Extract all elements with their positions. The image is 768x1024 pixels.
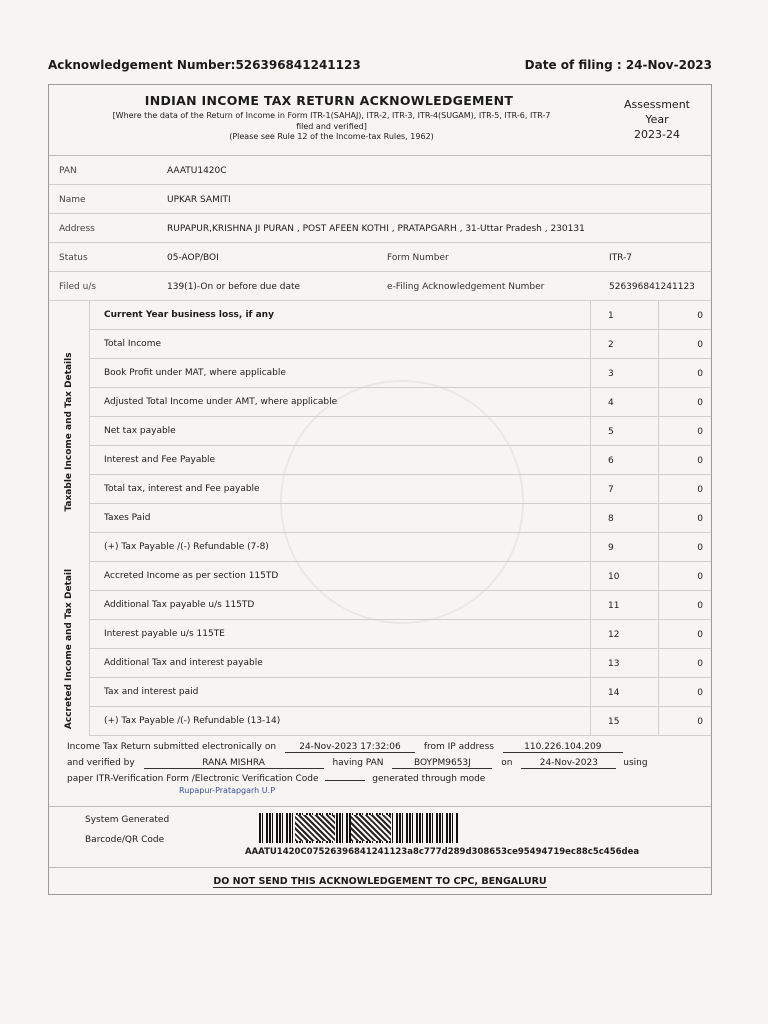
row-number: 6 <box>608 456 614 466</box>
row-description: Net tax payable <box>104 426 176 436</box>
row-value: 0 <box>697 601 703 611</box>
row-description: (+) Tax Payable /(-) Refundable (7-8) <box>104 542 269 552</box>
row-description: (+) Tax Payable /(-) Refundable (13-14) <box>104 716 281 726</box>
row-description: Adjusted Total Income under AMT, where applicable <box>104 397 338 407</box>
table-row <box>90 562 711 591</box>
submission-datetime: 24-Nov-2023 17:32:06 <box>285 742 415 753</box>
subtitle-line-2: filed and verified] <box>296 121 367 131</box>
form-number-label: Form Number <box>387 253 449 263</box>
signature-stamp <box>179 786 275 795</box>
status-label: Status <box>59 253 88 263</box>
column-divider <box>590 330 591 358</box>
table-row <box>90 388 711 417</box>
pan-row <box>49 156 711 185</box>
acknowledgement-frame <box>48 84 712 895</box>
efiling-label: e-Filing Acknowledgement Number <box>387 282 545 292</box>
column-divider <box>658 301 659 329</box>
table-row <box>90 504 711 533</box>
verification-line-3 <box>67 774 485 784</box>
column-divider <box>658 359 659 387</box>
column-divider <box>590 417 591 445</box>
accreted-income-rows <box>90 562 711 736</box>
row-value: 0 <box>697 717 703 727</box>
column-divider <box>658 475 659 503</box>
row-number: 7 <box>608 485 614 495</box>
subtitle-line-3: (Please see Rule 12 of the Income-tax Rules, 1962) <box>229 132 434 141</box>
row-description: Total tax, interest and Fee payable <box>104 484 260 494</box>
table-row <box>90 591 711 620</box>
row-description: Tax and interest paid <box>104 687 199 697</box>
row-value: 0 <box>697 398 703 408</box>
row-value: 0 <box>697 369 703 379</box>
acknowledgement-number: Acknowledgement Number:526396841241123 <box>48 58 361 72</box>
row-description: Current Year business loss, if any <box>104 310 274 320</box>
table-row <box>90 533 711 562</box>
table-row <box>90 359 711 388</box>
name-row <box>49 185 711 214</box>
row-number: 2 <box>608 340 614 350</box>
column-divider <box>658 330 659 358</box>
address-label: Address <box>59 224 95 234</box>
column-divider <box>590 562 591 590</box>
taxable-income-section <box>49 301 711 562</box>
column-divider <box>590 620 591 648</box>
form-number-value: ITR-7 <box>609 253 633 263</box>
row-description: Additional Tax payable u/s 115TD <box>104 600 255 610</box>
column-divider <box>590 475 591 503</box>
column-divider <box>658 562 659 590</box>
table-row <box>90 620 711 649</box>
assessment-year-label: Assessment Year <box>624 98 690 126</box>
row-description: Additional Tax and interest payable <box>104 658 263 668</box>
table-row <box>90 678 711 707</box>
row-value: 0 <box>697 659 703 669</box>
row-number: 4 <box>608 398 614 408</box>
column-divider <box>658 620 659 648</box>
column-divider <box>590 504 591 532</box>
row-number: 13 <box>608 659 620 669</box>
table-row <box>90 301 711 330</box>
row-value: 0 <box>697 688 703 698</box>
assessment-year-value: 2023-24 <box>634 128 680 141</box>
section-1-label-cell <box>49 301 90 562</box>
row-description: Total Income <box>104 339 161 349</box>
row-number: 9 <box>608 543 614 553</box>
taxable-income-rows <box>90 301 711 562</box>
filed-row <box>49 272 711 301</box>
row-description: Accreted Income as per section 115TD <box>104 571 279 581</box>
row-number: 1 <box>608 311 614 321</box>
column-divider <box>590 591 591 619</box>
status-row <box>49 243 711 272</box>
qr-segment-2 <box>351 815 391 841</box>
row-description: Interest payable u/s 115TE <box>104 629 225 639</box>
barcode-text: AAATU1420C07526396841241123a8c777d289d308653ce95494719ec88c5c456dea <box>245 847 640 857</box>
column-divider <box>658 417 659 445</box>
column-divider <box>658 446 659 474</box>
name-label: Name <box>59 195 86 205</box>
form-header <box>49 85 711 156</box>
form-title: INDIAN INCOME TAX RETURN ACKNOWLEDGEMENT <box>144 93 514 108</box>
row-value: 0 <box>697 543 703 553</box>
row-number: 3 <box>608 369 614 379</box>
column-divider <box>590 388 591 416</box>
row-number: 15 <box>608 717 620 727</box>
verif-text-4: having PAN <box>332 758 384 768</box>
verif-text-6: using <box>623 758 648 768</box>
row-number: 11 <box>608 601 620 611</box>
barcode-block <box>49 807 711 868</box>
section-2-label: Accreted Income and Tax Detail <box>64 568 74 730</box>
row-number: 5 <box>608 427 614 437</box>
verif-text-1: Income Tax Return submitted electronically on <box>67 742 277 752</box>
status-value: 05-AOP/BOI <box>167 253 219 263</box>
row-description: Taxes Paid <box>104 513 151 523</box>
accreted-income-section <box>49 562 711 736</box>
row-value: 0 <box>697 340 703 350</box>
table-row <box>90 330 711 359</box>
efiling-value: 526396841241123 <box>609 282 695 292</box>
verif-text-3: and verified by <box>67 758 135 768</box>
verifier-name: RANA MISHRA <box>144 758 324 769</box>
evc-blank <box>325 780 365 781</box>
column-divider <box>658 707 659 735</box>
verif-text-8: generated through mode <box>372 774 486 784</box>
row-number: 8 <box>608 514 614 524</box>
stamp-text: Rupapur-Pratapgarh U.P <box>179 786 276 795</box>
section-2-label-cell <box>49 562 90 736</box>
footer-text: DO NOT SEND THIS ACKNOWLEDGEMENT TO CPC, BENGALURU <box>213 876 547 887</box>
row-description: Book Profit under MAT, where applicable <box>104 368 286 378</box>
table-row <box>90 417 711 446</box>
verifier-pan: BOYPM9653J <box>392 758 492 769</box>
pan-label: PAN <box>59 166 77 176</box>
column-divider <box>590 446 591 474</box>
section-1-label: Taxable Income and Tax Details <box>64 351 74 512</box>
column-divider <box>590 649 591 677</box>
table-row <box>90 707 711 736</box>
verif-text-2: from IP address <box>423 742 494 752</box>
column-divider <box>590 533 591 561</box>
row-number: 12 <box>608 630 620 640</box>
verif-text-7: paper ITR-Verification Form /Electronic Verification Code <box>67 774 319 784</box>
verification-block <box>49 736 711 807</box>
filed-label: Filed u/s <box>59 282 97 292</box>
row-value: 0 <box>697 427 703 437</box>
column-divider <box>590 359 591 387</box>
row-value: 0 <box>697 630 703 640</box>
verification-date: 24-Nov-2023 <box>521 758 616 769</box>
date-of-filing: Date of filing : 24-Nov-2023 <box>524 58 712 72</box>
column-divider <box>590 707 591 735</box>
row-value: 0 <box>697 311 703 321</box>
verification-line-1 <box>67 742 623 753</box>
filed-value: 139(1)-On or before due date <box>167 282 301 292</box>
row-value: 0 <box>697 514 703 524</box>
row-number: 10 <box>608 572 620 582</box>
verif-text-5: on <box>501 758 513 768</box>
row-value: 0 <box>697 485 703 495</box>
barcode-label-1: System Generated <box>85 815 170 825</box>
top-line <box>48 58 712 78</box>
address-row <box>49 214 711 243</box>
table-row <box>90 649 711 678</box>
column-divider <box>658 388 659 416</box>
verification-line-2 <box>67 758 648 769</box>
row-number: 14 <box>608 688 620 698</box>
barcode-label-2: Barcode/QR Code <box>85 835 165 845</box>
pan-value: AAATU1420C <box>167 166 227 176</box>
barcode-image <box>259 813 459 843</box>
column-divider <box>658 591 659 619</box>
assessment-year-box <box>617 97 697 142</box>
subtitle-line-1: [Where the data of the Return of Income in Form ITR-1(SAHAJ), ITR-2, ITR-3, ITR-4(SUGAM), ITR-5, ITR-6, ITR-7 <box>112 111 551 120</box>
form-subtitle <box>59 111 604 143</box>
ip-address: 110.226.104.209 <box>503 742 623 753</box>
column-divider <box>658 504 659 532</box>
table-row <box>90 475 711 504</box>
column-divider <box>658 533 659 561</box>
qr-segment-1 <box>295 815 335 841</box>
column-divider <box>658 678 659 706</box>
table-row <box>90 446 711 475</box>
row-value: 0 <box>697 456 703 466</box>
row-value: 0 <box>697 572 703 582</box>
column-divider <box>590 301 591 329</box>
address-value: RUPAPUR,KRISHNA JI PURAN , POST AFEEN KOTHI , PRATAPGARH , 31-Uttar Pradesh , 230131 <box>167 224 585 234</box>
row-description: Interest and Fee Payable <box>104 455 216 465</box>
name-value: UPKAR SAMITI <box>167 195 231 205</box>
column-divider <box>590 678 591 706</box>
footer-note <box>49 868 711 894</box>
column-divider <box>658 649 659 677</box>
